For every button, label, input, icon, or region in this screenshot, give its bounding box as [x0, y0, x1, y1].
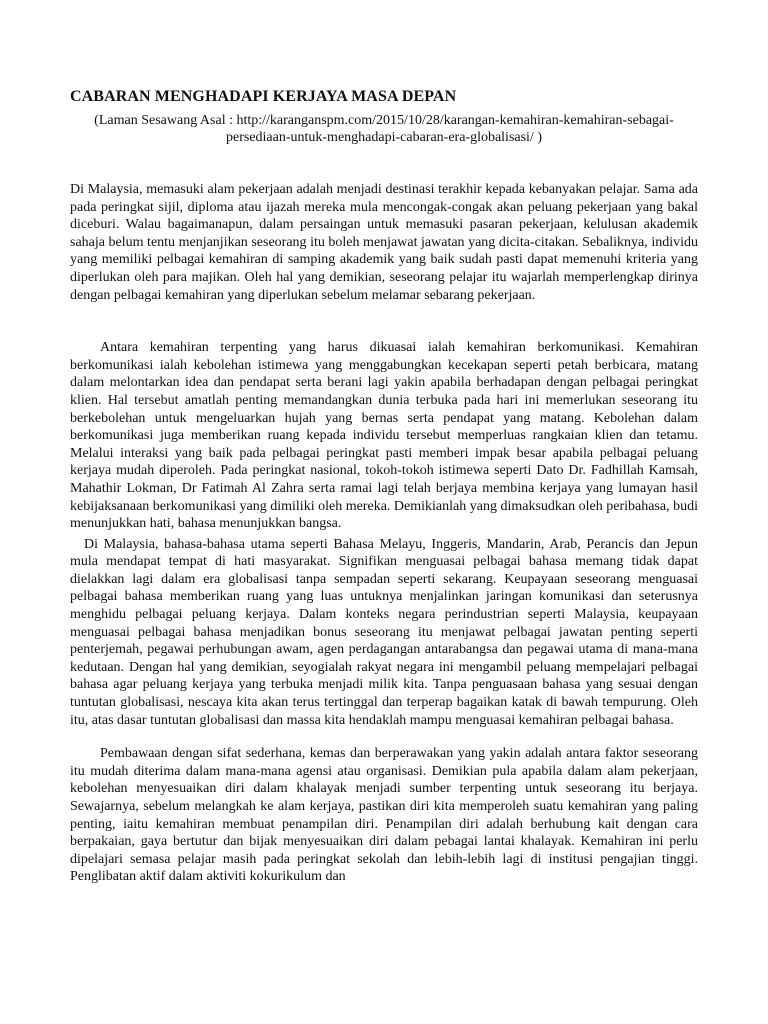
source-reference: (Laman Sesawang Asal : http://karanganspm.com/2015/10/28/karangan-kemahiran-kemahiran-sebagai-persediaan-untuk-menghadapi-cabaran-era-globalisasi/ ) [94, 113, 674, 145]
document-title: CABARAN MENGHADAPI KERJAYA MASA DEPAN [70, 88, 457, 105]
document-page [70, 88, 698, 886]
paragraph-introduction: Di Malaysia, memasuki alam pekerjaan adalah menjadi destinasi terakhir kepada kebanyakan pelajar. Sama ada pada peringkat sijil, diploma atau ijazah mereka mula mencongak-congak akan peluang pekerjaan yang bakal diceburi. Walau bagaimanapun, dalam persaingan untuk memasuki pasaran pekerjaan, kelulusan akademik sahaja belum tentu menjanjikan seseorang itu boleh menjawat jawatan yang dicita-citakan. Sebaliknya, individu yang memiliki pelbagai kemahiran di samping akademik yang baik sudah pasti dapat memenuhi kriteria yang diperlukan oleh para majikan. Oleh hal yang demikian, seseorang pelajar itu wajarlah memperlengkap dirinya dengan pelbagai kemahiran yang diperlukan sebelum melamar sebarang pekerjaan. [70, 182, 698, 303]
paragraph-self-presentation: Pembawaan dengan sifat sederhana, kemas dan berperawakan yang yakin adalah antara faktor seseorang itu mudah diterima dalam mana-mana agensi atau organisasi. Demikian pula apabila dalam alam pekerjaan, kebolehan menyesuaikan diri dalam khalayak menjadi sumber terpenting untuk seseorang itu berjaya. Sewajarnya, sebelum melangkah ke alam kerjaya, pastikan diri kita memperoleh suatu kemahiran yang paling penting, iaitu kemahiran membuat penampilan diri. Penampilan diri adalah berhubung kait dengan cara berpakaian, gaya bertutur dan bijak menyesuaikan diri dalam pebagai lantai khalayak. Kemahiran ini perlu dipelajari semasa pelajar masih pada peringkat sekolah dan lebih-lebih lagi di institusi pengajian tinggi. Penglibatan aktif dalam aktiviti kokurikulum dan [70, 746, 698, 885]
paragraph-language-skill: Di Malaysia, bahasa-bahasa utama seperti Bahasa Melayu, Inggeris, Mandarin, Arab, Perancis dan Jepun mula mendapat tempat di hati masyarakat. Signifikan menguasai pelbagai bahasa memang tidak dapat dielakkan lagi dalam era globalisasi tanpa sempadan seperti sekarang. Keupayaan seseorang menguasai pelbagai bahasa memberikan ruang yang luas untuknya menjalinkan jaringan komunikasi dan seterusnya menghidu pelbagai peluang kerjaya. Dalam konteks negara perindustrian seperti Malaysia, keupayaan menguasai pelbagai bahasa menjadikan bonus seseorang itu menjawat pelbagai jawatan penting seperti penterjemah, pegawai perhubungan awam, agen perdagangan antarabangsa dan pegawai utama di mana-mana kedutaan. Dengan hal yang demikian, seyogialah rakyat negara ini mengambil peluang mempelajari pelbagai bahasa agar peluang kerjaya yang terbuka menjadi milik kita. Tanpa penguasaan bahasa yang sesuai dengan tuntutan globalisasi, nescaya kita akan terus tertinggal dan terperap bagaikan katak di bawah tempurung. Oleh itu, atas dasar tuntutan globalisasi dan massa kita hendaklah mampu menguasai kemahiran pelbagai bahasa. [70, 536, 698, 728]
paragraph-communication-skill: Antara kemahiran terpenting yang harus dikuasai ialah kemahiran berkomunikasi. Kemahiran berkomunikasi ialah kebolehan istimewa yang menggabungkan kecekapan seperti petah berbicara, matang dalam melontarkan idea dan pendapat serta berani lagi yakin apabila berhadapan dengan pelbagai peringkat klien. Hal tersebut amatlah penting memandangkan dunia terbuka pada hari ini memerlukan seseorang itu berkebolehan untuk mengeluarkan hujah yang bernas serta pendapat yang matang. Kebolehan dalam berkomunikasi juga memberikan ruang kepada individu tersebut memperluas rangkaian klien dan tetamu. Melalui interaksi yang baik pada pelbagai peringkat pasti memberi impak besar apabila pelbagai peluang kerjaya mudah diperoleh. Pada peringkat nasional, tokoh-tokoh istimewa seperti Dato Dr. Fadhillah Kamsah, Mahathir Lokman, Dr Fatimah Al Zahra serta ramai lagi telah berjaya membina kerjaya yang lumayan hasil kebijaksanaan berkomunikasi yang dimiliki oleh mereka. Demikianlah yang dimaksudkan oleh peribahasa, budi menunjukkan hati, bahasa menunjukkan bangsa. [70, 340, 698, 532]
